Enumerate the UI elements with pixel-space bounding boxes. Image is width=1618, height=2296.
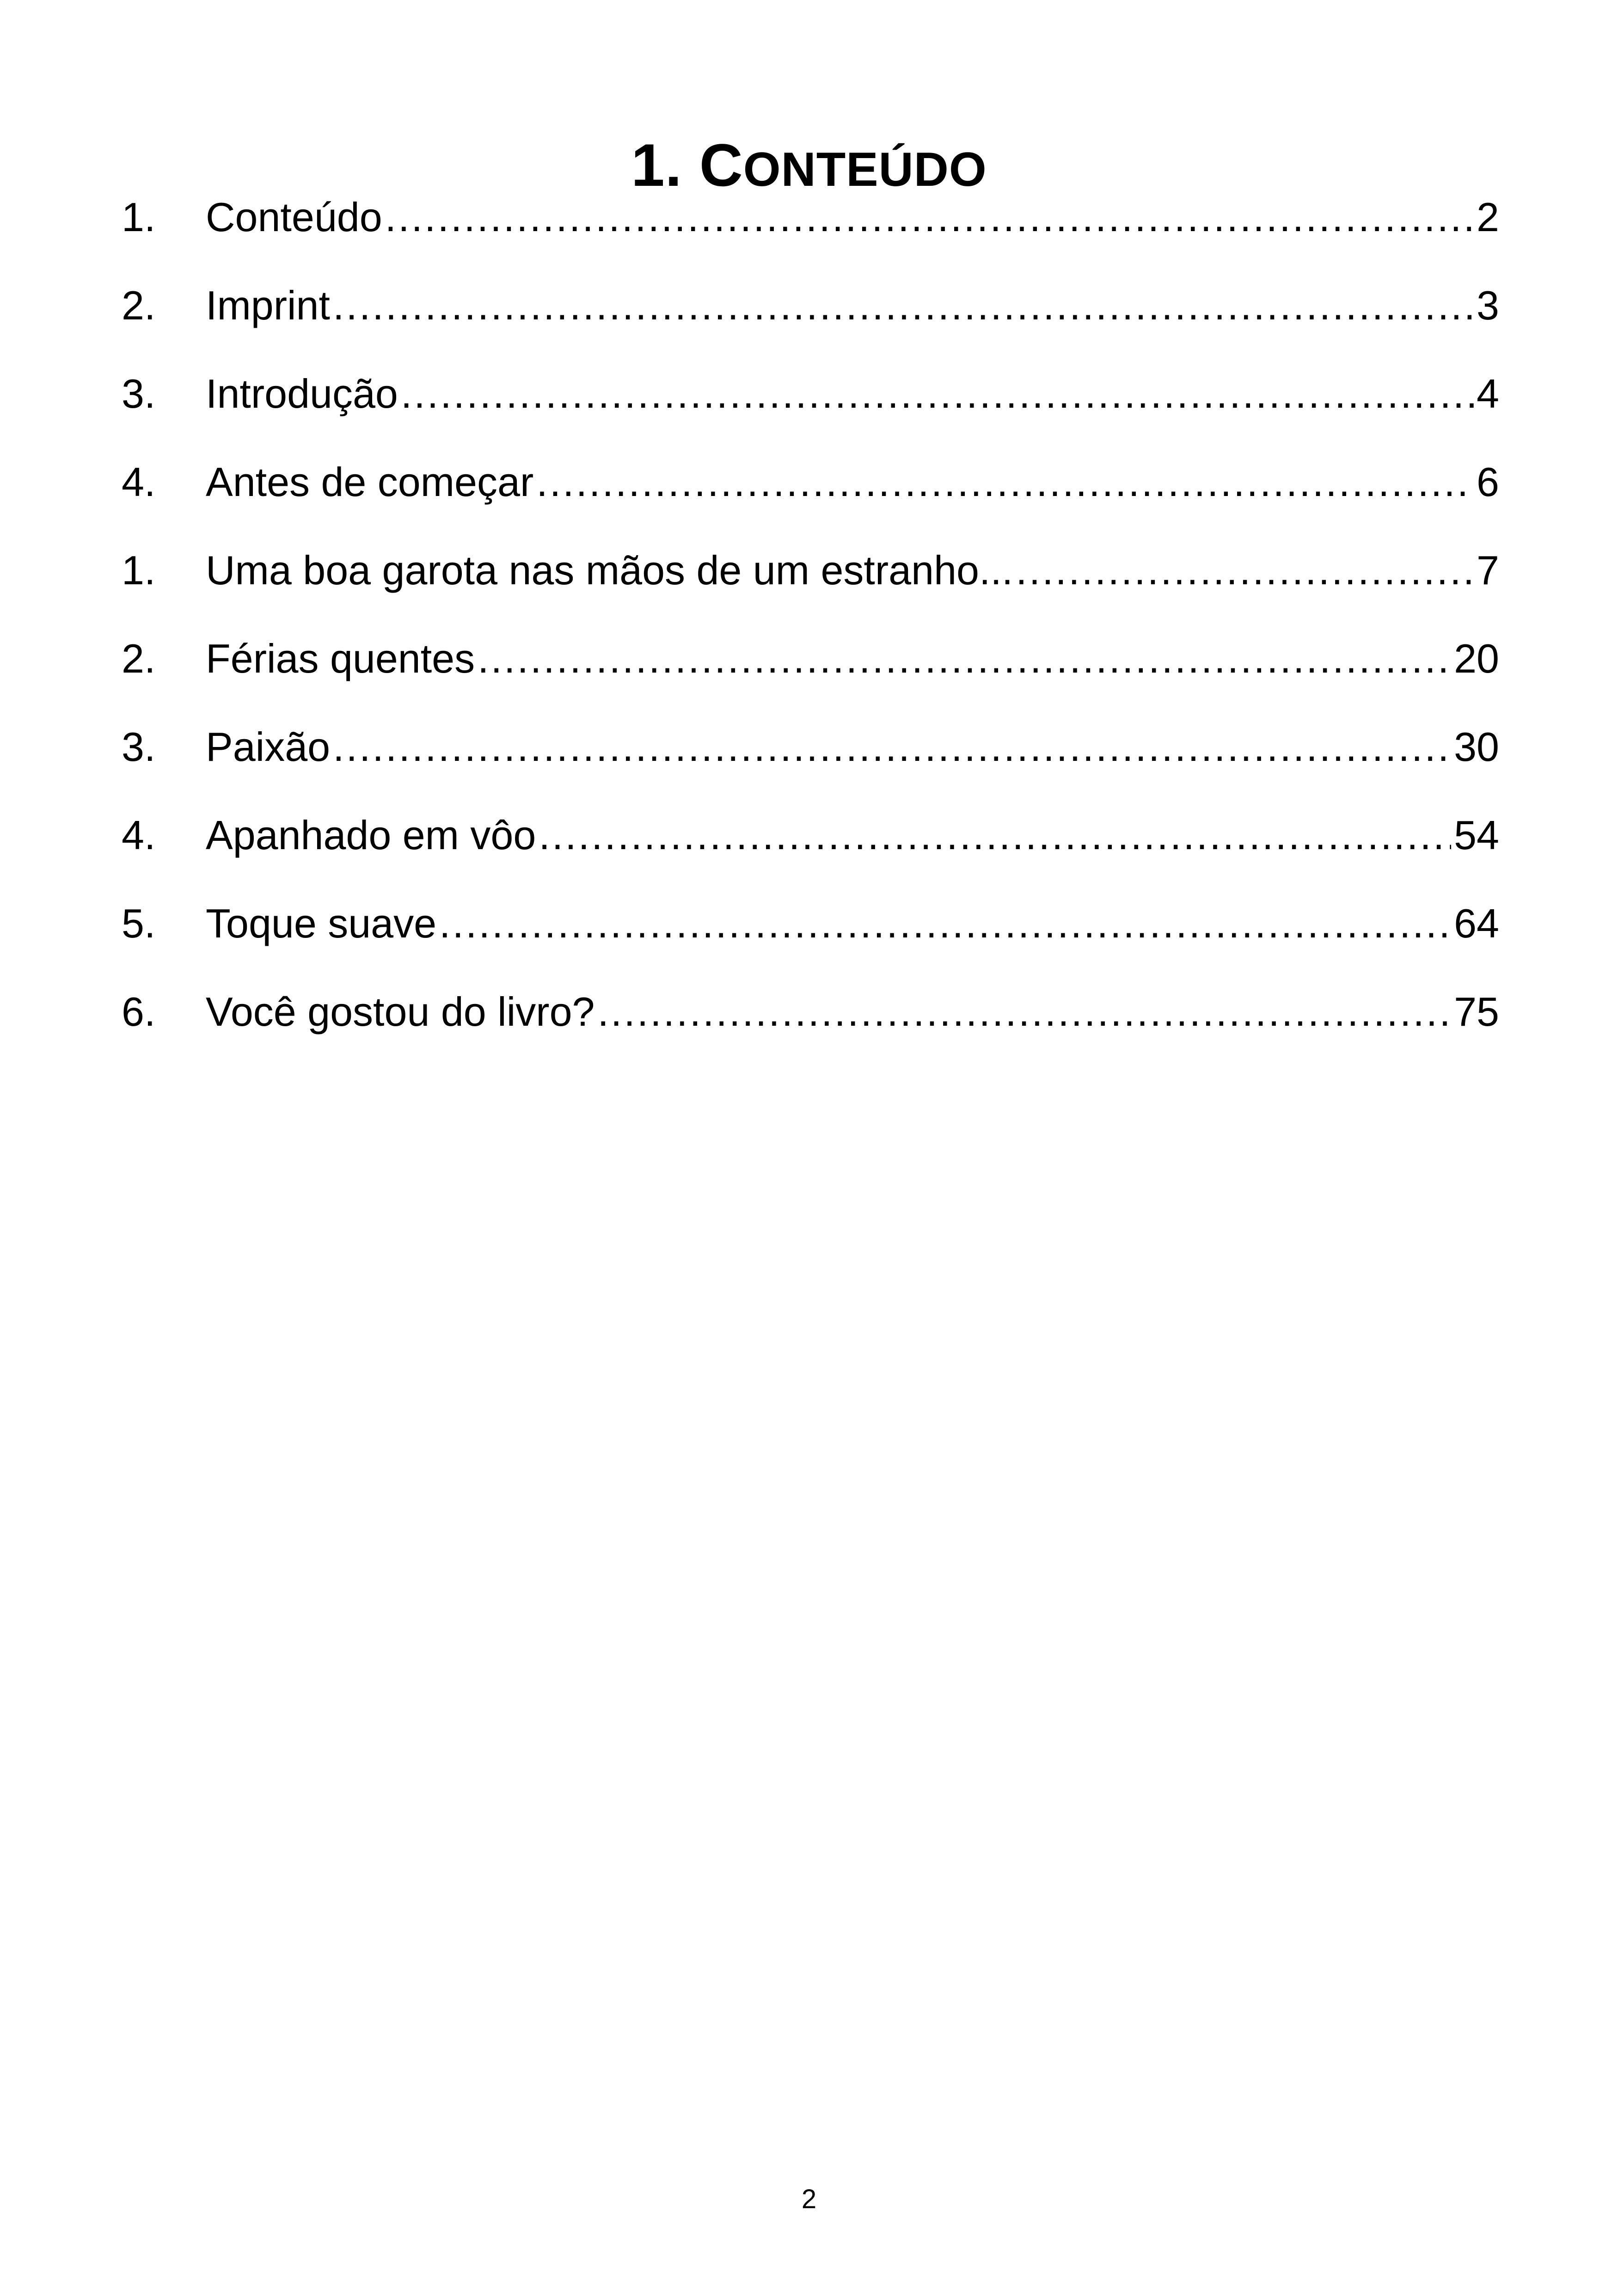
toc-entry[interactable] [122, 185, 1499, 273]
toc-entry-number: 4. [122, 459, 156, 505]
toc-entry-number: 3. [122, 724, 156, 770]
toc-entry-page: 20 [1454, 636, 1499, 681]
toc-entry-number: 2. [122, 636, 156, 681]
toc-leader-dots [539, 803, 1451, 868]
toc-entry[interactable] [122, 980, 1499, 1068]
toc-entry[interactable] [122, 715, 1499, 803]
toc-entry-page: 64 [1454, 900, 1499, 946]
title-rest: ONTEÚDO [743, 143, 987, 197]
toc-entry-page: 2 [1477, 194, 1499, 240]
toc-entry-number: 1. [122, 547, 156, 593]
toc-entry-title: Imprint [206, 282, 330, 328]
toc-entry-title: Férias quentes [206, 636, 475, 681]
toc-entry-title: Introdução [206, 371, 398, 416]
toc-entry[interactable] [122, 273, 1499, 361]
toc-leader-dots [478, 626, 1451, 691]
toc-entry-page: 75 [1454, 989, 1499, 1035]
toc-entry[interactable] [122, 361, 1499, 450]
toc-entry[interactable] [122, 450, 1499, 538]
toc-leader-dots [1016, 538, 1474, 603]
toc-leader-dots [333, 715, 1451, 779]
table-of-contents [122, 185, 1499, 1068]
toc-entry[interactable] [122, 626, 1499, 715]
toc-entry-page: 7 [1477, 547, 1499, 593]
title-number: 1. [631, 131, 682, 199]
toc-entry-number: 3. [122, 371, 156, 416]
toc-entry-page: 54 [1454, 812, 1499, 858]
toc-entry-title: Conteúdo [206, 194, 382, 240]
toc-entry-title: Paixão [206, 724, 331, 770]
toc-entry-title: Você gostou do livro? [206, 989, 595, 1035]
toc-entry-title: Toque suave [206, 900, 437, 946]
toc-leader-dots [439, 891, 1451, 956]
toc-entry-page: 30 [1454, 724, 1499, 770]
toc-entry[interactable] [122, 803, 1499, 891]
toc-leader-dots [536, 450, 1474, 514]
page-number: 2 [801, 2184, 817, 2214]
toc-entry-page: 4 [1477, 371, 1499, 416]
toc-entry-page: 6 [1477, 459, 1499, 505]
toc-leader-dots [333, 273, 1474, 338]
toc-entry-number: 5. [122, 900, 156, 946]
toc-entry-number: 6. [122, 989, 156, 1035]
toc-entry-title: Uma boa garota nas mãos de um estranho... [206, 547, 1013, 593]
toc-leader-dots [597, 980, 1451, 1044]
toc-leader-dots [385, 185, 1474, 250]
toc-entry[interactable] [122, 538, 1499, 626]
toc-entry-title: Apanhado em vôo [206, 812, 536, 858]
toc-entry-number: 4. [122, 812, 156, 858]
toc-leader-dots [401, 361, 1474, 426]
toc-entry-title: Antes de começar [206, 459, 534, 505]
toc-entry-number: 2. [122, 282, 156, 328]
title-first-letter: C [699, 131, 743, 199]
toc-entry[interactable] [122, 891, 1499, 980]
toc-entry-number: 1. [122, 194, 156, 240]
toc-entry-page: 3 [1477, 282, 1499, 328]
